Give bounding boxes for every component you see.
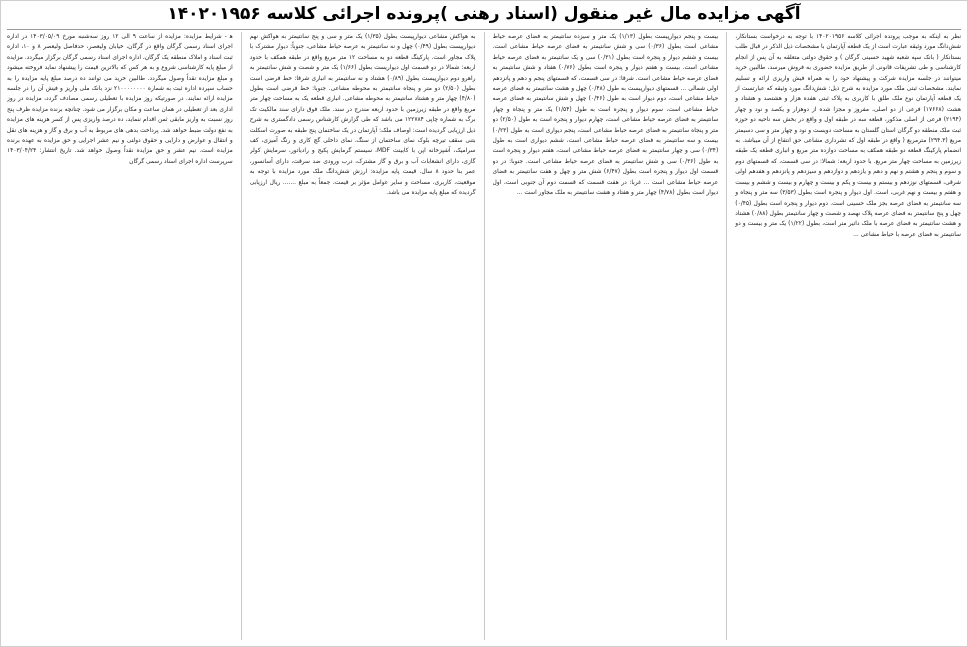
notice-column-2: [493, 32, 719, 640]
title-divider: [7, 29, 961, 30]
notice-title: آگهی مزایده مال غیر منقول (اسناد رهنی )پرونده اجرائی کلاسه ۱۴۰۲۰۱۹۵۶: [167, 4, 801, 24]
column-text: ه‍ - شرایط مزایده: مزایده از ساعت ۹ الی ۱۲ روز سه‌شنبه مورخ ۱۴۰۳/۰۵/۰۹ در اداره اجرای اسناد رسمی گرگان واقع در گرگان، خیابان ولیعصر، حدفاصل ولیعصر ۸ و ۱۰، اداره ثبت اسناد و املاک منطقه یک گرگان، اداره اجرای اسناد رسمی گرگان برگزار میگردد. مزایده از مبلغ پایه کارشناسی شروع و به هر کس که بالاترین قیمت را پیشنهاد نماید فروخته میشود و مبلغ مزایده نقداً وصول میگردد. طالبین خرید می توانند ده درصد مبلغ پایه مزایده را به حساب سپرده اداره ثبت به شماره ۲۱۰۰۰۰۰۰۰۰ نزد بانک ملی واریز و فیش آن را در جلسه مزایده ارائه نمایند. در صورتیکه روز مزایده با تعطیلی رسمی مصادف گردد، مزایده در روز اداری بعد از تعطیلی در همان ساعت و مکان برگزار می شود. چنانچه برنده مزایده ظرف پنج روز نسبت به واریز مابقی ثمن اقدام ننماید، ده درصد واریزی پس از کسر هزینه های مزایده به نفع دولت ضبط خواهد شد. پرداخت بدهی های مربوط به آب و برق و گاز و هزینه های نقل و انتقال و عوارض و دارایی و حقوق دولتی و نیم عشر اجرایی و حق مزایده به عهده برنده مزایده است. نیم عشر و حق مزایده نقداً وصول خواهد شد. تاریخ انتشار: ۱۴۰۳/۰۴/۲۴ سرپرست اداره اجرای اسناد رسمی گرگان: [7, 34, 233, 165]
column-text: بیست و پنجم دیوارپیست بطول (۱/۱۳) یک متر و سیزده سانتیمتر به فضای عرصه حیاط مشاعی است بطول (۰/۳۶) سی و شش سانتیمتر به فضای عرصه حیاط مشاعی است. بیست و ششم دیوار و پنجره است بطول (۰/۳۱) سی و یک سانتیمتر به فضای عرصه حیاط مشاعی است. بیست و هفتم دیوار و پنجره است بطول (۰/۷۶) هفتاد و شش سانتیمتر به فضای عرصه حیاط مشاعی است. شرقا: در سی قسمت، که قسمتهای پنجم و دهم و پانزدهم اولی شمالی ... قسمتهای دیوارپیست به طول (۰/۴۸) چهل و هشت سانتیمتر به فضای عرصه حیاط مشاعی است، دوم دیوار است به طول (۰/۴۶) چهل و شش سانتیمتر به فضای عرصه حیاط مشاعی است، سوم دیوار و پنجره است به طول (۱/۵۴) یک متر و پنجاه و چهار سانتیمتر به فضای عرصه حیاط مشاعی است، چهارم دیوار و پنجره است به طول (۲/۵۰) دو متر و پنجاه سانتیمتر به فضای عرصه حیاط مشاعی است، پنجم دیواری است به طول (۰/۲۳) بیست و سه سانتیمتر به فضای عرصه حیاط مشاعی است، ششم دیواری است به طول (۰/۳۴) سی و چهار سانتیمتر به فضای عرصه حیاط مشاعی است، هفتم دیوار و پنجره است به طول (۰/۳۶) سی و شش سانتیمتر به فضای عرصه حیاط مشاعی است. جنوبا: در دو قسمت اول دیوار و پنجره است بطول (۶/۴۷) شش متر و چهل و هفت سانتیمتر به فضای عرصه حیاط مشاعی است ... غربا: در هفت قسمت که قسمت دوم آن جنوبی است، اول دیوار است بطول (۴/۷۸) چهار متر و هفتاد و هشت سانتیمتر به ملک مجاور است ...: [492, 34, 719, 197]
notice-columns: [7, 32, 961, 640]
notice-column-4: [7, 32, 233, 640]
column-text: نظر به اینکه به موجب پرونده اجرائی کلاسه ۱۴۰۲۰۱۹۵۶ با توجه به درخواست بستانکار، شش‌دانگ مورد وثیقه عبارت است از یک قطعه آپارتمان با مشخصات ذیل الذکر در قبال طلب بستانکار ( بانک سپه شعبه شهید حسینی گرگان ) و حقوق دولتی متعلقه به آن پس از انجام کارشناسی و طی تشریفات قانونی از طریق مزایده حضوری به فروش میرسد، طالبین خرید میتوانند در جلسه مزایده شرکت و پیشنهاد خود را به همراه فیش واریزی ارائه و تسلیم نمایند. مشخصات ثبتی ملک مورد مزایده به شرح ذیل: شش‌دانگ مورد وثیقه که عبارتست از یک قطعه آپارتمان نوع ملک طلق با کاربری به پلاک ثبتی هفده هزار و هشتصد و هشتاد و هشت (۱۷۶۶۸) فرعی از دو اصلی، مفروز و مجزا شده از دوهزار و یکصد و نود و چهار (۲۱۹۴) فرعی از اصلی مذکور، قطعه سه در طبقه اول و واقع در بخش سه ناحیه دو حوزه ثبت ملک منطقه دو گرگان استان گلستان به مساحت دویست و نود و چهار متر و سی دسیمتر مربع (۲۹۴.۳) مترمربع ( واقع در طبقه اول که تشرداری مشاعی حق انتفاع از آن میباشد. به انضمام پارکینگ قطعه دو طبقه همکف به مساحت دوازده متر مربع و انباری قطعه یک طبقه زیرزمین به مساحت چهار متر مربع. با حدود اربعه: شمالا: در سی قسمت، که قسمتهای دوم و سوم و پنجم و هشتم و نهم و دهم و یازدهم و دوازدهم و سیزدهم و پانزدهم و هفدهم اولی شرقی، قسمتهای نوزدهم و بیستم و بیست و یکم و بیست و چهارم و بیست و ششم و بیست و هفتم و بیست و نهم غربی، است. اول دیوار و پنجره است بطول (۳/۵۳) سه متر و پنجاه و سه سانتیمتر به فضای عرصه بجز ملک حسینی است. دوم دیوار و پنجره است بطول (۰/۴۵) چهل و پنج سانتیمتر به فضای عرصه پلاک نهصد و شصت و چهار سانتیمتر بطول (۰/۸۸) هشتاد و هشت سانتیمتر به فضای عرصه با ملک داتیر متر است، بطول (۱/۲۲) یک متر و بیست و دو سانتیمتر به فضای عرصه با حیاط مشاعی ...: [735, 34, 961, 238]
column-text: به هواکش مشاعی دیوارپیست بطول (۱/۳۵) یک متر و سی و پنج سانتیمتر به هواکش نهم دیوارپیست بطول (۰/۴۹) چهل و نه سانتیمتر به عرصه حیاط مشاعی، جنوباً: دیوار مشترک با پلاک مجاور است. پارکینگ قطعه دو به مساحت ۱۲ متر مربع واقع در طبقه همکف با حدود اربعه: شمالا در دو قسمت اول دیواریست بطول (۱/۶۶) یک متر و شصت و شش سانتیمتر به راهرو دوم دیوارپیست بطول (۰/۸۹) هشتاد و نه سانتیمتر به انباری شرقا: خط فرضی است بطول (۲/۵۰) دو متر و پنجاه سانتیمتر به محوطه مشاعی. جنوبا: خط فرضی است بطول (۴/۸۰) چهار متر و هشتاد سانتیمتر به محوطه مشاعی. انباری قطعه یک به مساحت چهار متر مربع واقع در طبقه زیرزمین با حدود اربعه مندرج در سند. ملک فوق دارای سند مالکیت تک برگ به شماره چاپی ۱۲۲۷۸۴ می باشد که طی گزارش کارشناس رسمی دادگستری به شرح ذیل ارزیابی گردیده است: اوصاف ملک: آپارتمان در یک ساختمان پنج طبقه به صورت اسکلت بتنی سقف تیرچه بلوک نمای ساختمان از سنگ، نمای داخلی گچ کاری و رنگ آمیزی، کف سرامیک، آشپزخانه اپن با کابینت MDF، سیستم گرمایش پکیج و رادیاتور، سرمایش کولر گازی، دارای انشعابات آب و برق و گاز مشترک، درب ورودی ضد سرقت، دارای آسانسور، عمر بنا حدود ۸ سال. قیمت پایه مزایده: ارزش شش‌دانگ ملک مورد مزایده با توجه به موقعیت، کاربری، مساحت و سایر عوامل مؤثر بر قیمت، جمعاً به مبلغ ....... ریال ارزیابی گردیده که مبلغ پایه مزایده می باشد.: [249, 34, 476, 197]
column-divider: [726, 32, 727, 640]
column-divider: [241, 32, 242, 640]
column-divider: [484, 32, 485, 640]
notice-column-3: [250, 32, 476, 640]
notice-column-1: [735, 32, 961, 640]
